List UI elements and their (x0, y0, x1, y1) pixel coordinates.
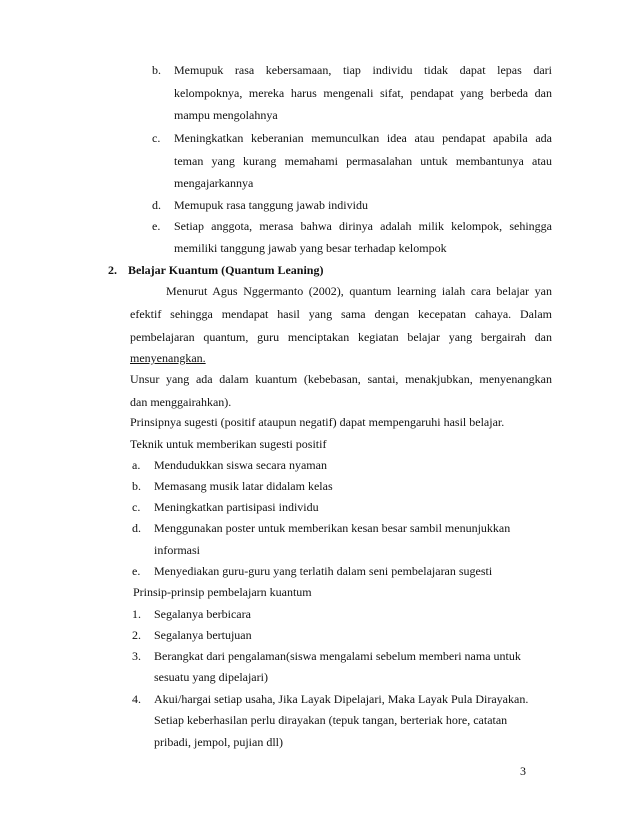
teknik-label-a: a. (132, 458, 141, 472)
prinsip-sugesti: Prinsipnya sugesti (positif ataupun negatif) dapat mempengaruhi hasil belajar. (130, 415, 505, 429)
teknik-item-e: Menyediakan guru-guru yang terlatih dalam seni pembelajaran sugesti (154, 564, 493, 578)
teknik-item-c: Meningkatkan partisipasi individu (154, 500, 319, 514)
para1-line-2: efektif sehingga mendapat hasil yang sama dengan kecepatan cahaya. Dalam (130, 307, 552, 321)
list-item-c-line-3: mengajarkannya (174, 176, 254, 190)
list-item-e-line-1: Setiap anggota, merasa bahwa dirinya adalah milik kelompok, sehingga (174, 219, 552, 233)
para1-line-3: pembelajaran quantum, guru menciptakan kegiatan belajar yang bergairah dan (130, 330, 552, 344)
prinsip-item-3-line-2: sesuatu yang dipelajari) (154, 670, 268, 684)
section-number: 2. (108, 263, 117, 277)
teknik-label-c: c. (132, 500, 141, 514)
teknik-item-d-line-2: informasi (154, 543, 200, 557)
list-item-b-line-2: kelompoknya, mereka harus mengenali sifat, pendapat yang berbeda dan (174, 86, 552, 100)
teknik-item-d-line-1: Menggunakan poster untuk memberikan kesan besar sambil menunjukkan (154, 521, 511, 535)
prinsip-label-2: 2. (132, 628, 141, 642)
para1-line-1: Menurut Agus Nggermanto (2002), quantum learning ialah cara belajar yan (166, 284, 552, 298)
prinsip-item-4-line-1: Akui/hargai setiap usaha, Jika Layak Dipelajari, Maka Layak Pula Dirayakan. (154, 692, 529, 706)
list-item-c-line-2: teman yang kurang memahami permasalahan untuk membantunya atau (174, 154, 552, 168)
teknik-label-e: e. (132, 564, 141, 578)
prinsip-item-2: Segalanya bertujuan (154, 628, 252, 642)
prinsip-item-4-line-3: pribadi, jempol, pujian dll) (154, 735, 283, 749)
page-number: 3 (520, 764, 526, 778)
teknik-item-a: Mendudukkan siswa secara nyaman (154, 458, 327, 472)
list-label-b: b. (152, 63, 161, 77)
list-item-e-line-2: memiliki tanggung jawab yang besar terhadap kelompok (174, 241, 447, 255)
para1-line-4: menyenangkan. (130, 351, 206, 365)
list-item-b-line-1: Memupuk rasa kebersamaan, tiap individu tidak dapat lepas dari (174, 63, 552, 77)
teknik-label-b: b. (132, 479, 141, 493)
para2-line-2: dan menggairahkan). (130, 395, 232, 409)
prinsip-label-3: 3. (132, 649, 141, 663)
prinsip-heading: Prinsip-prinsip pembelajarn kuantum (133, 585, 312, 599)
list-item-b-line-3: mampu mengolahnya (174, 108, 278, 122)
prinsip-item-1: Segalanya berbicara (154, 607, 251, 621)
prinsip-item-4-line-2: Setiap keberhasilan perlu dirayakan (tepuk tangan, berteriak hore, catatan (154, 713, 508, 727)
list-label-d: d. (152, 198, 161, 212)
teknik-heading: Teknik untuk memberikan sugesti positif (130, 437, 327, 451)
para2-line-1: Unsur yang ada dalam kuantum (kebebasan, santai, menakjubkan, menyenangkan (130, 372, 552, 386)
list-item-d-line-1: Memupuk rasa tanggung jawab individu (174, 198, 368, 212)
teknik-label-d: d. (132, 521, 141, 535)
section-title: Belajar Kuantum (Quantum Leaning) (128, 263, 324, 277)
teknik-item-b: Memasang musik latar didalam kelas (154, 479, 333, 493)
list-item-c-line-1: Meningkatkan keberanian memunculkan idea atau pendapat apabila ada (174, 131, 552, 145)
prinsip-label-4: 4. (132, 692, 141, 706)
list-label-e: e. (152, 219, 161, 233)
prinsip-label-1: 1. (132, 607, 141, 621)
list-label-c: c. (152, 131, 161, 145)
prinsip-item-3-line-1: Berangkat dari pengalaman(siswa mengalami sebelum memberi nama untuk (154, 649, 521, 663)
